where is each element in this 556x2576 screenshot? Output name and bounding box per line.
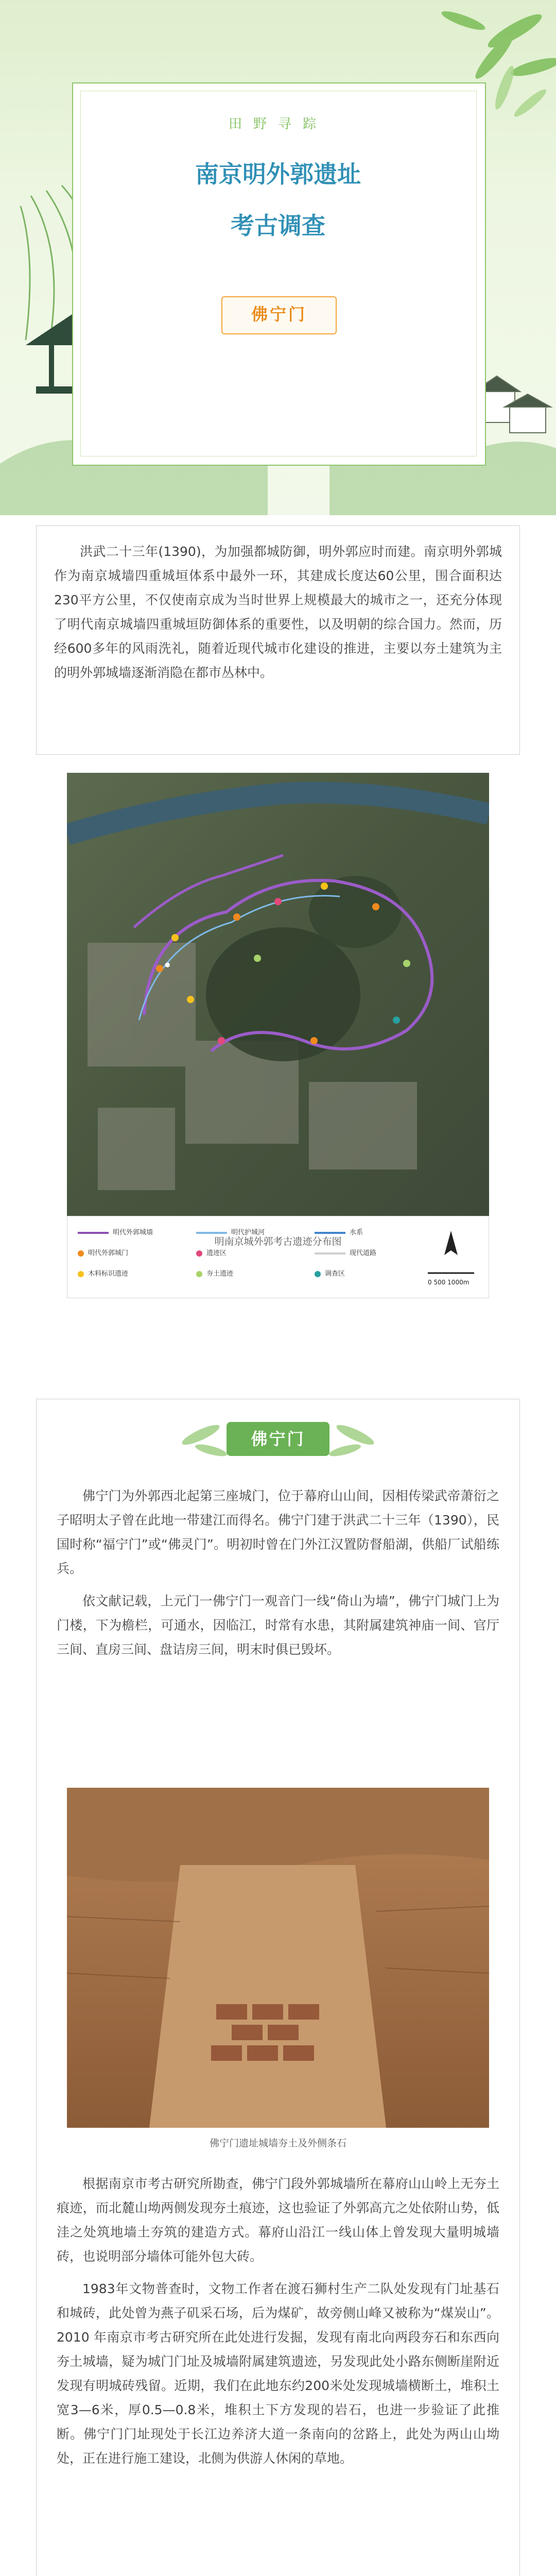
header-frame-inner <box>80 91 477 456</box>
legend-item: 明代外郭城门 <box>78 1247 128 1257</box>
legend-swatch <box>196 1250 202 1257</box>
map-scale: 0 500 1000m <box>428 1279 470 1286</box>
legend-swatch <box>315 1252 345 1255</box>
map-drawing <box>67 773 489 1216</box>
header-badge: 佛宁门 <box>221 296 337 334</box>
section-text-2 <box>57 2172 499 2479</box>
map-caption: 明南京城外郭考古遗迹分布图 <box>214 1236 342 1247</box>
satellite-map <box>67 773 489 1216</box>
legend-item: 木料标识遗迹 <box>78 1268 128 1278</box>
section-paragraph: 1983年文物普查时，文物工作者在渡石狮村生产二队处发现有门址基石和城砖，此处曾为燕子矶采石场，后为煤矿，故旁侧山峰又被称为“煤炭山”。2010 年南京市考古研究所在此处进行发掘，发现有南北向两段夯石和东西向夯土城墙，疑为城门门址及城墙附属建筑遗迹，另发现此处小路东侧断崖附近发现有明城砖残留。近期，我们在此地东约200米处发现城墙横断土，堆积土宽3—6米，厚0.5—0.8米，堆积土下方发现的岩石，也进一步验证了此推断。佛宁门门址现处于长江边养济大道一条南向的岔路上，此处为两山山坳处，正在进行施工建设，北侧为供游人休闲的草地。 <box>57 2281 499 2466</box>
page-title: 南京明外郭遗址 <box>195 160 361 188</box>
legend-swatch <box>78 1271 84 1277</box>
legend-item: 水系 <box>315 1227 363 1236</box>
legend-swatch <box>196 1232 227 1234</box>
legend-swatch <box>196 1271 202 1277</box>
legend-item: 调查区 <box>315 1268 345 1278</box>
legend-item: 现代道路 <box>315 1247 376 1257</box>
legend-swatch <box>315 1232 345 1234</box>
section-paragraph: 佛宁门为外郭西北起第三座城门，位于幕府山山间，因相传梁武帝萧衍之子昭明太子曾在此地一带建江而得名。佛宁门建于洪武二十三年（1390），民国时称“福宁门”或“佛灵门”。明初时曾在门外江汉置防督船湖，供船厂试船练兵。 <box>57 1488 499 1576</box>
header-tag: 田野寻踪 <box>228 116 327 132</box>
legend-item: 遗迹区 <box>196 1247 227 1257</box>
section-text-1 <box>57 1484 499 1670</box>
excavation-photo-drawing <box>67 1788 489 2128</box>
legend-swatch <box>78 1250 84 1257</box>
map-legend <box>67 1216 489 1298</box>
page-subtitle: 考古调查 <box>231 212 325 240</box>
section-title: 佛宁门 <box>227 1422 329 1456</box>
intro-box <box>36 526 520 755</box>
intro-paragraph: 洪武二十三年(1390)，为加强都城防御，明外郭应时而建。南京明外郭城作为南京城墙四重城垣体系中最外一环，其建成长度达60公里，围合面积达230平方公里，不仅使南京成为当时世界上规模最大的城市之一，还充分体现了明代南京城墙四重城垣防御体系的重要性，以及明朝的综合国力。然而，历经600多年的风雨洗礼，随着近现代城市化建设的推进，主要以夯土建筑为主的明外郭城墙逐渐消隐在都市丛林中。 <box>54 544 502 680</box>
legend-item: 夯土遗迹 <box>196 1268 233 1278</box>
legend-item: 明代外郭城墙 <box>78 1227 153 1236</box>
section-paragraph: 依文献记载，上元门一佛宁门一观音门一线“倚山为墙”，佛宁门城门上为门楼，下为檐栏，可通水，因临江，时常有水患，其附属建筑神庙一间、官厅三间、直房三间、盘诘房三间，明末时俱已毁坏。 <box>57 1594 499 1657</box>
legend-swatch <box>78 1232 109 1234</box>
legend-swatch <box>315 1271 321 1277</box>
svg-text:●: ● <box>165 961 170 968</box>
excavation-photo <box>67 1788 489 2128</box>
legend-item: 明代护城河 <box>196 1227 265 1236</box>
section-paragraph: 根据南京市考古研究所勘查，佛宁门段外郭城墙所在幕府山山岭上无夯土痕迹，而北麓山坳两侧发现夯土痕迹，这也验证了外郭高亢之处依附山势，低洼之处筑地墙土夯筑的建造方式。幕府山沿江一线山体上曾发现大量明城墙砖，也说明部分墙体可能外包大砖。 <box>57 2176 499 2264</box>
photo1-caption: 佛宁门遗址城墙夯土及外侧条石 <box>209 2138 346 2149</box>
